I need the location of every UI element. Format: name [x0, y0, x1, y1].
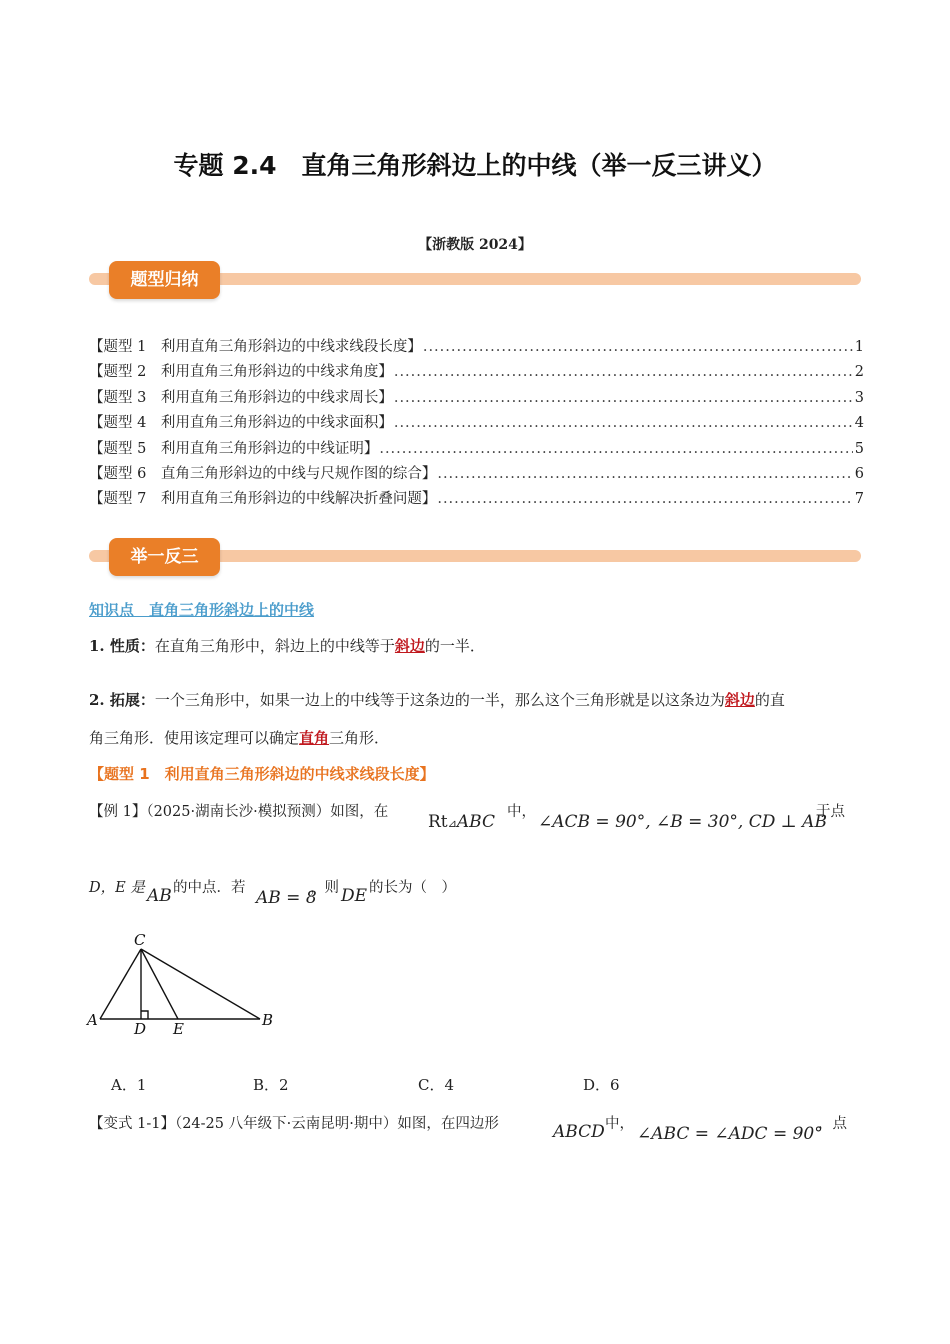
- option-b[interactable]: B．2: [253, 1076, 289, 1094]
- example-line2-a: D，E 是: [89, 880, 145, 896]
- edition-label: 【浙教版 2024】: [418, 237, 532, 253]
- toc-label: 【题型 6 直角三角形斜边的中线与尺规作图的综合】: [89, 466, 437, 482]
- property-highlight: 斜边: [394, 637, 425, 655]
- side-ac: [100, 949, 141, 1019]
- toc-item[interactable]: [89, 437, 864, 459]
- variant-tail: ，点: [818, 1116, 847, 1132]
- toc-label: 【题型 2 利用直角三角形斜边的中线求角度】: [89, 364, 393, 380]
- toc-item[interactable]: [89, 360, 864, 382]
- example-ab8: AB = 8: [256, 888, 317, 908]
- toc-leader: [379, 441, 853, 457]
- rt-text: Rt: [428, 812, 448, 832]
- example-line2-c: ，则: [310, 880, 339, 896]
- toc-item[interactable]: [89, 487, 864, 509]
- banner-tab-practice: 举一反三: [109, 538, 220, 576]
- label-d: D: [134, 1020, 147, 1038]
- example-lead: 【例 1】（2025·湖南长沙·模拟预测）如图，在: [89, 804, 389, 820]
- toc-leader: [423, 339, 853, 355]
- label-a: A: [87, 1011, 98, 1029]
- example-de: DE: [341, 886, 368, 906]
- toc-label: 【题型 4 利用直角三角形斜边的中线求面积】: [89, 415, 393, 431]
- banner-tab-types: 题型归纳: [109, 261, 220, 299]
- toc-page: 1: [854, 339, 864, 355]
- property-paragraph: [89, 636, 864, 656]
- label-c: C: [134, 931, 146, 949]
- toc-leader: [437, 491, 853, 507]
- label-e: E: [173, 1020, 184, 1038]
- toc-label: 【题型 1 利用直角三角形斜边的中线求线段长度】: [89, 339, 422, 355]
- knowledge-point-heading: 知识点 直角三角形斜边上的中线: [89, 601, 315, 619]
- toc-page: 7: [854, 491, 864, 507]
- option-a[interactable]: A．1: [111, 1076, 147, 1094]
- option-c[interactable]: C．4: [418, 1076, 455, 1094]
- triangle-symbol: ⊿: [447, 817, 457, 830]
- example-yu: 于点: [816, 804, 845, 820]
- variant-lead: 【变式 1-1】（24-25 八年级下·云南昆明·期中）如图，在四边形: [89, 1116, 499, 1132]
- triangle-name: ABC: [456, 812, 495, 832]
- extension-lead: 2. 拓展：: [89, 691, 155, 709]
- triangle-figure: [85, 928, 285, 1040]
- toc-leader: [394, 364, 853, 380]
- extension-text-mid: 的直: [754, 691, 785, 709]
- toc-label: 【题型 7 利用直角三角形斜边的中线解决折叠问题】: [89, 491, 437, 507]
- toc-page: 6: [854, 466, 864, 482]
- property-text: 在直角三角形中，斜边上的中线等于: [154, 637, 395, 655]
- toc-label: 【题型 5 利用直角三角形斜边的中线证明】: [89, 441, 379, 457]
- example-triangle: [428, 812, 495, 832]
- toc-label: 【题型 3 利用直角三角形斜边的中线求周长】: [89, 390, 393, 406]
- toc-page: 5: [854, 441, 864, 457]
- extension-highlight-2: 直角: [299, 729, 330, 747]
- property-text-end: 的一半．: [424, 637, 485, 655]
- extension-text-line2: 角三角形．使用该定理可以确定: [89, 729, 300, 747]
- example-condition: ∠ACB = 90°, ∠B = 30°, CD ⊥ AB: [538, 812, 827, 832]
- toc-item[interactable]: [89, 462, 864, 484]
- toc-page: 3: [854, 390, 864, 406]
- type1-heading: 【题型 1 利用直角三角形斜边的中线求线段长度】: [89, 765, 435, 783]
- extension-highlight: 斜边: [724, 691, 755, 709]
- option-d[interactable]: D．6: [583, 1076, 620, 1094]
- variant-condition: ∠ABC = ∠ADC = 90°: [637, 1124, 823, 1144]
- toc-item[interactable]: [89, 386, 864, 408]
- page-title: 专题 2.4 直角三角形斜边上的中线（举一反三讲义）: [173, 151, 777, 180]
- extension-text: 一个三角形中，如果一边上的中线等于这条边的一半，那么这个三角形就是以这条边为: [154, 691, 725, 709]
- toc-leader: [437, 466, 853, 482]
- extension-paragraph: [89, 681, 864, 757]
- property-lead: 1. 性质：: [89, 637, 155, 655]
- label-b: B: [262, 1011, 274, 1029]
- example-line2-b: 的中点．若: [173, 880, 246, 896]
- variant-zhong: 中，: [605, 1116, 634, 1132]
- toc-item[interactable]: [89, 335, 864, 357]
- toc-page: 4: [854, 415, 864, 431]
- variant-quad: ABCD: [553, 1122, 605, 1142]
- extension-text-end: 三角形．: [329, 729, 390, 747]
- example-ab: AB: [147, 886, 172, 906]
- example-line2-d: 的长为（ ）: [369, 880, 456, 896]
- example-zhong: 中，: [507, 804, 536, 820]
- toc-leader: [394, 415, 853, 431]
- right-angle-mark: [141, 1011, 148, 1019]
- toc-leader: [394, 390, 853, 406]
- toc-item[interactable]: [89, 411, 864, 433]
- toc-page: 2: [854, 364, 864, 380]
